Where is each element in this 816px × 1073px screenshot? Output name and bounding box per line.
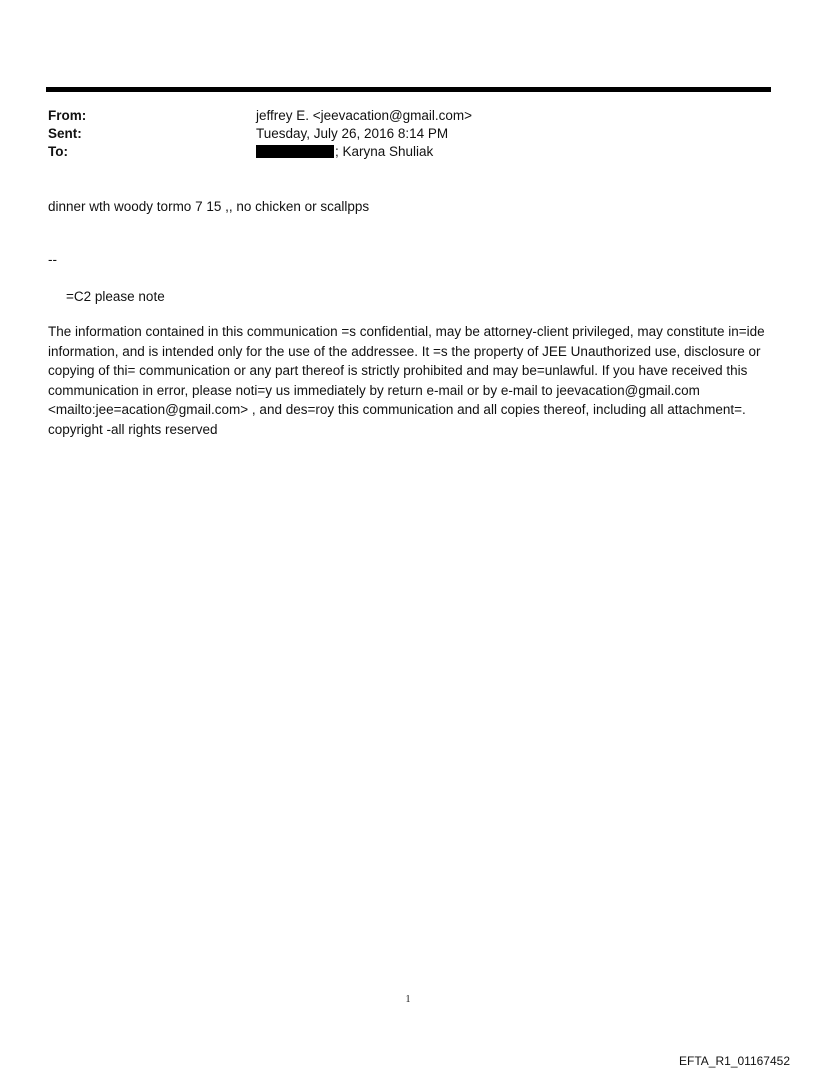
to-value: ; Karyna Shuliak	[335, 144, 434, 159]
sent-value: Tuesday, July 26, 2016 8:14 PM	[256, 126, 449, 141]
sent-row	[48, 125, 768, 143]
from-label: From:	[48, 108, 87, 123]
from-value: jeffrey E. <jeevacation@gmail.com>	[256, 108, 473, 123]
page-number: 1	[405, 994, 411, 1005]
confidentiality-disclaimer: The information contained in this communication =s confidential, may be attorney-client privileged, may constitute in=ide information, and is intended only for the use of the addressee. It =s the property of JEE Unauthorized use, disclosure or copying of thi= communication or any part thereof is strictly prohibited and may be=unlawful. If you have received this communication in error, please noti=y us immediately by return e-mail or by e-mail to jeevacation@gmail.com <mailto:jee=acation@gmail.com> , and des=roy this communication and all copies thereof, including all attachment=. copyright -all rights reserved	[48, 324, 765, 437]
to-row	[48, 143, 768, 161]
from-row	[48, 107, 768, 125]
please-note-line: =C2 please note	[66, 289, 165, 304]
redaction-block	[256, 145, 334, 158]
sent-label: Sent:	[48, 126, 82, 141]
to-value-wrapper	[256, 143, 433, 161]
document-id: EFTA_R1_01167452	[679, 1054, 790, 1068]
message-body: dinner wth woody tormo 7 15 ,, no chicken or scallpps	[48, 199, 370, 214]
to-label: To:	[48, 144, 68, 159]
header-divider	[46, 87, 771, 92]
signature-separator: --	[48, 252, 57, 267]
email-header	[48, 107, 768, 161]
